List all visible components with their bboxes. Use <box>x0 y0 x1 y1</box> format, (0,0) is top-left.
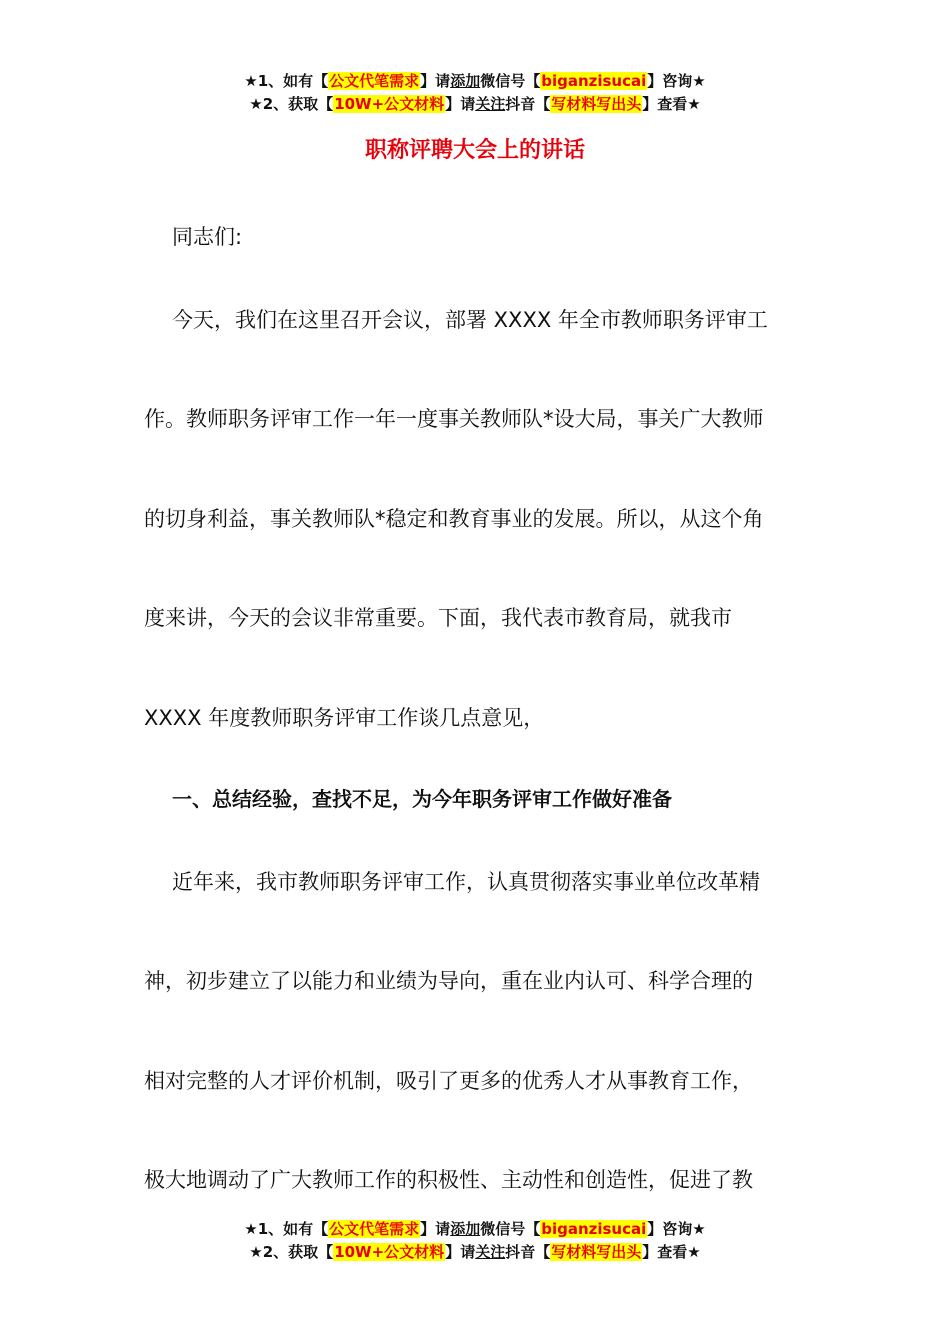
banner-text: 微信号【 <box>480 1220 541 1238</box>
banner-line-1 <box>0 1218 950 1241</box>
banner-highlight: 写材料写出头 <box>551 95 642 113</box>
banner-text: 】咨询★ <box>647 1220 706 1238</box>
paragraph-line: 极大地调动了广大教师工作的积极性、主动性和创造性，促进了教 <box>144 1168 753 1192</box>
paragraph-line: 近年来，我市教师职务评审工作，认真贯彻落实事业单位改革精 <box>172 870 760 894</box>
header-banner <box>0 70 950 116</box>
banner-text: 】请 <box>445 95 476 113</box>
banner-text: 抖音【 <box>505 1243 551 1261</box>
banner-text: ★1、如有【 <box>244 72 329 90</box>
banner-text: ★2、获取【 <box>249 95 334 113</box>
banner-highlight: 公文代笔需求 <box>329 1220 420 1238</box>
section-heading: 一、总结经验，查找不足，为今年职务评审工作做好准备 <box>172 787 672 811</box>
banner-highlight: 10W+公文材料 <box>334 95 445 113</box>
banner-text: ★2、获取【 <box>249 1243 334 1261</box>
banner-underline: 关注 <box>475 95 506 113</box>
document-title: 职称评聘大会上的讲话 <box>364 138 585 163</box>
footer-banner <box>0 1218 950 1264</box>
banner-underline: 添加 <box>450 72 481 90</box>
banner-text: 】请 <box>445 1243 476 1261</box>
banner-line-2 <box>0 93 950 116</box>
banner-underline: 添加 <box>450 1220 481 1238</box>
paragraph-line: 相对完整的人才评价机制，吸引了更多的优秀人才从事教育工作， <box>144 1069 753 1093</box>
banner-text: 】查看★ <box>642 1243 701 1261</box>
banner-text: 】咨询★ <box>647 72 706 90</box>
banner-line-1 <box>0 70 950 93</box>
banner-highlight: 10W+公文材料 <box>334 1243 445 1261</box>
paragraph-line: 度来讲，今天的会议非常重要。下面，我代表市教育局，就我市 <box>144 606 732 630</box>
banner-highlight: 写材料写出头 <box>551 1243 642 1261</box>
banner-text: 】查看★ <box>642 95 701 113</box>
banner-highlight: biganzisucai <box>541 1220 647 1238</box>
paragraph-line: 作。教师职务评审工作一年一度事关教师队*设大局，事关广大教师 <box>144 407 764 431</box>
banner-highlight: biganzisucai <box>541 72 647 90</box>
paragraph-line: XXXX 年度教师职务评审工作谈几点意见， <box>144 706 545 730</box>
banner-text: ★1、如有【 <box>244 1220 329 1238</box>
paragraph-line: 今天，我们在这里召开会议，部署 XXXX 年全市教师职务评审工 <box>172 308 768 332</box>
banner-text: 微信号【 <box>480 72 541 90</box>
banner-text: 抖音【 <box>505 95 551 113</box>
banner-text: 】请 <box>420 1220 451 1238</box>
paragraph-line: 的切身利益，事关教师队*稳定和教育事业的发展。所以，从这个角 <box>144 507 764 531</box>
banner-highlight: 公文代笔需求 <box>329 72 420 90</box>
banner-text: 】请 <box>420 72 451 90</box>
banner-underline: 关注 <box>475 1243 506 1261</box>
banner-line-2 <box>0 1241 950 1264</box>
paragraph-line: 神，初步建立了以能力和业绩为导向，重在业内认可、科学合理的 <box>144 969 753 993</box>
salutation: 同志们: <box>172 225 243 249</box>
